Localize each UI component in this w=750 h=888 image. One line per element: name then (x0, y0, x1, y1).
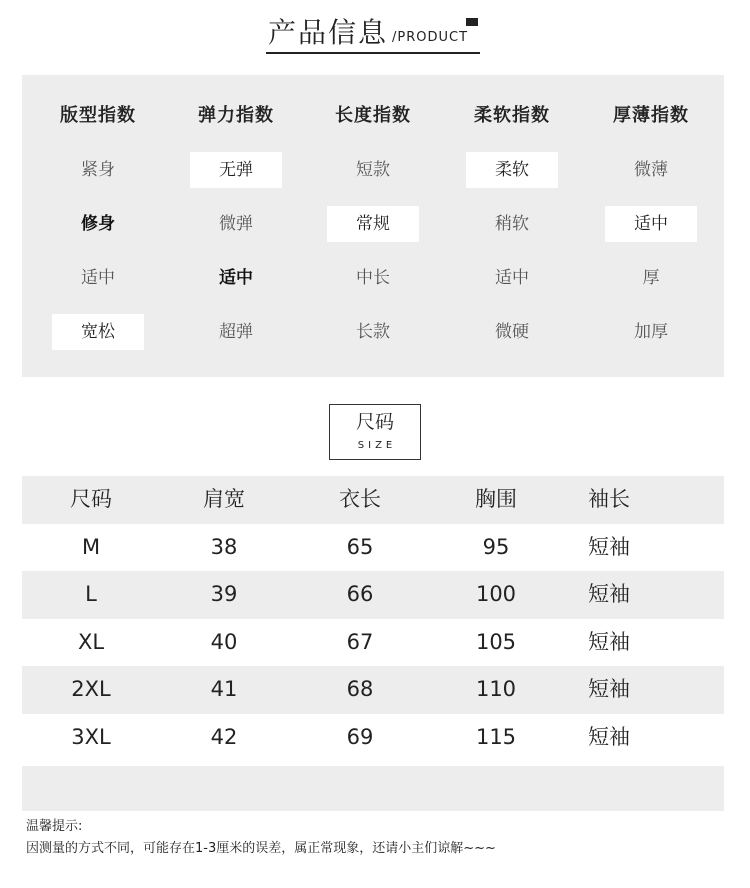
table-cell: 110 (475, 677, 517, 701)
index-option-selected: 无弹 (190, 152, 282, 188)
table-cell: 短袖 (588, 724, 630, 749)
table-cell: 95 (482, 534, 510, 559)
index-option: 加厚 (634, 322, 668, 342)
index-heading: 版型指数 (60, 105, 136, 126)
table-cell: 67 (346, 629, 374, 654)
index-column-stretch (186, 75, 286, 377)
table-footer-bar (22, 766, 724, 811)
table-cell: 38 (210, 534, 238, 559)
table-cell: 短袖 (588, 534, 630, 559)
index-option: 适中 (219, 268, 253, 288)
table-cell: 68 (346, 677, 374, 701)
index-column-thickness (601, 75, 701, 377)
column-header: 衣长 (339, 487, 381, 511)
table-cell: 66 (346, 582, 374, 606)
index-option-selected: 宽松 (52, 314, 144, 350)
notice-text: 因测量的方式不同，可能存在1-3厘米的误差，属正常现象，还请小主们谅解~~~ (26, 841, 496, 856)
index-option: 微弹 (219, 214, 253, 234)
index-option: 微硬 (495, 322, 529, 342)
size-table-header (22, 476, 724, 524)
table-row (22, 524, 724, 572)
index-option-selected: 适中 (605, 206, 697, 242)
index-column-length (323, 75, 423, 377)
index-heading: 弹力指数 (198, 105, 274, 126)
table-cell: 2XL (71, 677, 111, 701)
size-badge-sublabel: SIZE (357, 440, 397, 451)
index-option-selected: 柔软 (466, 152, 558, 188)
table-cell: XL (77, 629, 105, 654)
table-cell: 41 (210, 677, 238, 701)
table-cell: L (85, 582, 97, 606)
index-option: 适中 (81, 268, 115, 288)
table-row (22, 714, 724, 762)
index-option: 适中 (495, 268, 529, 288)
table-cell: 40 (210, 629, 238, 654)
table-cell: 短袖 (588, 582, 630, 606)
index-option: 超弹 (219, 322, 253, 342)
table-cell: 115 (475, 724, 517, 749)
index-heading: 厚薄指数 (613, 105, 689, 126)
product-info-header (0, 14, 750, 58)
table-cell: 69 (346, 724, 374, 749)
table-cell: 105 (475, 629, 517, 654)
size-section-badge (329, 404, 421, 460)
product-index-panel (22, 75, 724, 377)
table-cell: 42 (210, 724, 238, 749)
index-option: 长款 (356, 322, 390, 342)
index-option: 修身 (81, 214, 115, 234)
table-row (22, 666, 724, 714)
title-underline (266, 52, 480, 54)
index-option: 中长 (356, 268, 390, 288)
index-column-fit (48, 75, 148, 377)
index-option: 厚 (642, 268, 660, 288)
index-heading: 柔软指数 (474, 105, 550, 126)
column-header: 尺码 (70, 487, 112, 511)
size-table (22, 476, 724, 761)
table-cell: 65 (346, 534, 374, 559)
table-cell: 短袖 (588, 629, 630, 654)
column-header: 袖长 (588, 487, 630, 511)
section-subtitle: /PRODUCT (392, 30, 469, 45)
section-title: 产品信息 (268, 16, 389, 49)
table-cell: 39 (210, 582, 238, 606)
column-header: 胸围 (475, 487, 517, 511)
index-option: 短款 (356, 160, 390, 180)
index-option: 紧身 (81, 160, 115, 180)
index-option-selected: 常规 (327, 206, 419, 242)
table-row (22, 619, 724, 667)
size-badge-label: 尺码 (355, 411, 394, 433)
table-row (22, 571, 724, 619)
index-column-softness (462, 75, 562, 377)
index-heading: 长度指数 (335, 105, 411, 126)
notice-title: 温馨提示: (26, 819, 83, 834)
table-cell: 短袖 (588, 677, 630, 701)
table-cell: 100 (475, 582, 517, 606)
index-option: 微薄 (634, 160, 668, 180)
title-accent-block (466, 18, 478, 26)
index-option: 稍软 (495, 214, 529, 234)
table-cell: M (81, 534, 101, 559)
table-cell: 3XL (71, 724, 111, 749)
column-header: 肩宽 (203, 487, 245, 511)
